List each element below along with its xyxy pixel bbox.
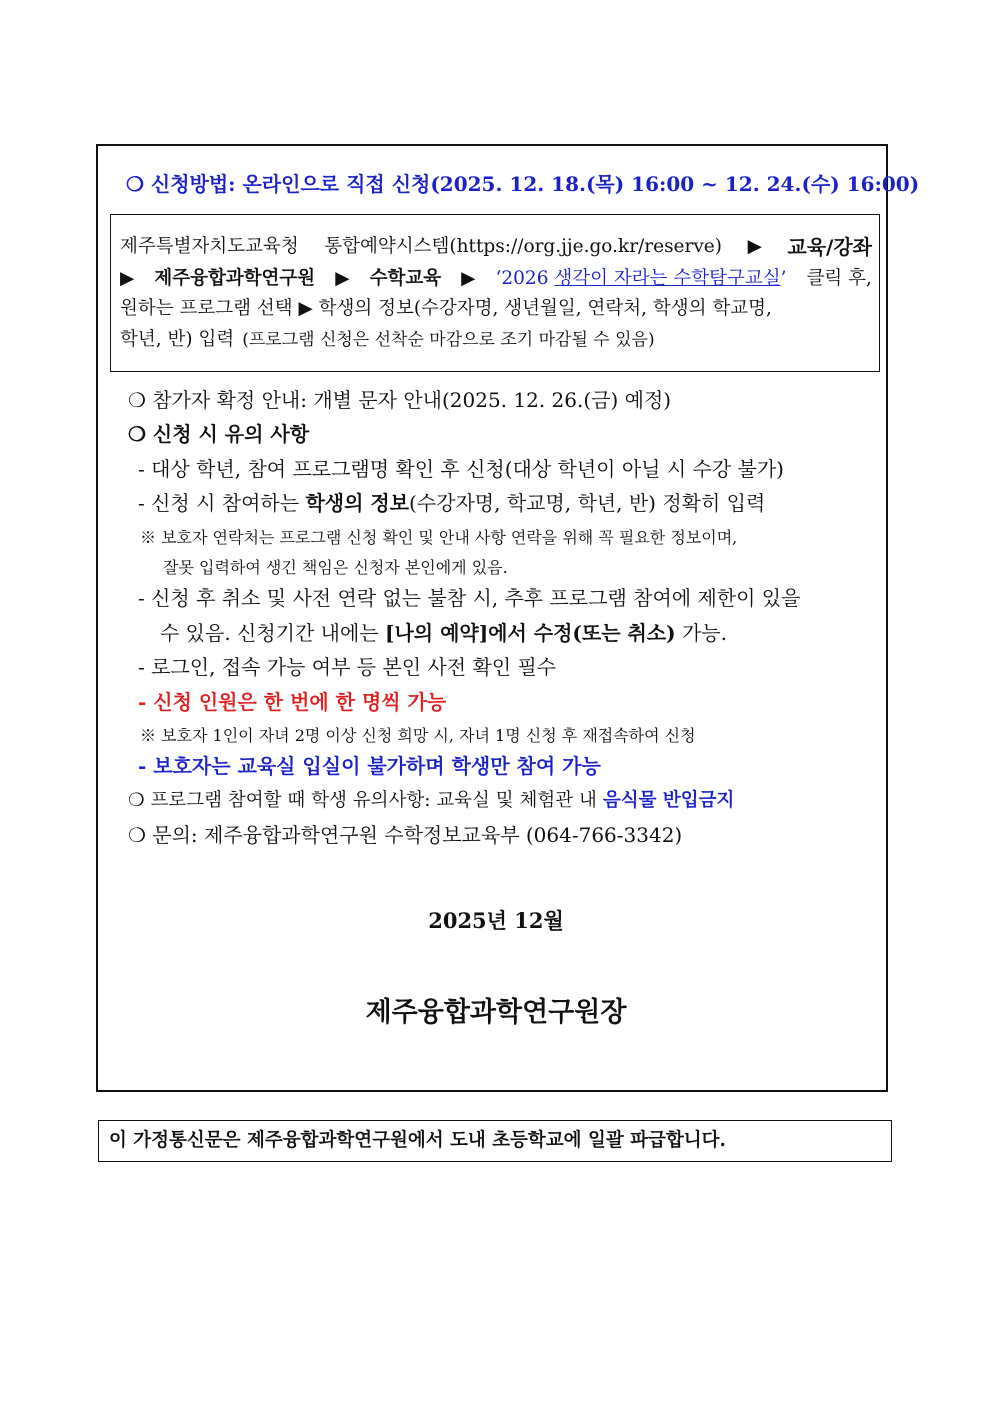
reference-note-1a: ※ 보호자 연락처는 프로그램 신청 확인 및 안내 사항 연락을 위해 꼭 필요한 정보이며, xyxy=(140,528,738,547)
method-box-program: ‘2026 생각이 자라는 수학탐구교실’ xyxy=(496,266,787,292)
method-box-institute: 제주융합과학연구원 xyxy=(154,268,316,289)
note-item-2: - 신청 시 참여하는 학생의 정보(수강자명, 학교명, 학년, 반) 정확히 입력 xyxy=(138,491,766,515)
issue-date: 2025년 12월 xyxy=(428,908,564,933)
arrow-icon: ▶ xyxy=(120,268,135,289)
method-box-category: 교육/강좌 xyxy=(787,235,872,259)
contact-line: ❍ 문의: 제주융합과학연구원 수학정보교육부 (064-766-3342) xyxy=(128,823,683,847)
note-item-1: - 대상 학년, 참여 프로그램명 확인 후 신청(대상 학년이 아닐 시 수강 불가) xyxy=(138,457,784,481)
caution-line: ❍ 프로그램 참여할 때 학생 유의사항: 교육실 및 체험관 내 음식물 반입금지 xyxy=(128,790,735,811)
method-label: 신청방법: 온라인으로 직접 신청 xyxy=(150,172,431,196)
method-box-line-2 xyxy=(120,266,872,292)
arrow-icon: ▶ xyxy=(461,268,476,289)
reference-note-2: ※ 보호자 1인이 자녀 2명 이상 신청 희망 시, 자녀 1명 신청 후 재접속하여 신청 xyxy=(140,726,696,745)
method-box-line-3 xyxy=(120,296,872,322)
method-box-system: 통합예약시스템(https://org.jje.go.kr/reserve) xyxy=(324,236,722,257)
method-heading xyxy=(126,170,919,198)
arrow-icon: ▶ xyxy=(335,268,350,289)
bullet-icon: ❍ xyxy=(128,823,146,847)
method-box-agency: 제주특별자치도교육청 xyxy=(120,236,299,257)
food-ban: 음식물 반입금지 xyxy=(602,790,735,811)
reference-note-1b: 잘못 입력하여 생긴 책임은 신청자 본인에게 있음. xyxy=(163,558,508,577)
method-box-subject: 수학교육 xyxy=(369,268,442,289)
note-item-3b: 수 있음. 신청기간 내에는 [나의 예약]에서 수정(또는 취소) 가능. xyxy=(160,621,727,645)
note-item-3a: - 신청 후 취소 및 사전 연락 없는 불참 시, 추후 프로그램 참여에 제한이 있을 xyxy=(138,586,801,610)
method-box-click: 클릭 후, xyxy=(806,268,872,289)
method-box-line-1 xyxy=(120,234,872,260)
method-box-input: 학년, 반) 입력 xyxy=(120,329,235,350)
method-period: (2025. 12. 18.(목) 16:00 ~ 12. 24.(수) 16:00) xyxy=(430,172,920,196)
method-box-note: (프로그램 신청은 선착순 마감으로 조기 마감될 수 있음) xyxy=(242,330,655,350)
method-box-line-4 xyxy=(120,327,872,353)
my-reservation: [나의 예약]에서 수정(또는 취소) xyxy=(385,621,676,645)
student-info: 학생의 정보 xyxy=(305,491,410,515)
bullet-icon: ❍ xyxy=(128,422,146,446)
confirm-line xyxy=(128,386,671,414)
notes-title: ❍ 신청 시 유의 사항 xyxy=(128,422,310,446)
signer: 제주융합과학연구원장 xyxy=(365,997,627,1028)
program-title: 생각이 자라는 수학탐구교실 xyxy=(554,268,781,289)
bullet-icon: ❍ xyxy=(128,388,146,412)
confirm-text: 참가자 확정 안내: 개별 문자 안내(2025. 12. 26.(금) 예정) xyxy=(152,388,672,412)
footer-notice: 이 가정통신문은 제주융합과학연구원에서 도내 초등학교에 일괄 파급합니다. xyxy=(98,1120,892,1162)
arrow-icon: ▶ xyxy=(747,236,762,257)
note-item-6: - 보호자는 교육실 입실이 불가하며 학생만 참여 가능 xyxy=(138,754,601,778)
note-item-4: - 로그인, 접속 가능 여부 등 본인 사전 확인 필수 xyxy=(138,655,557,679)
bullet-icon: ❍ xyxy=(126,172,144,196)
method-box-select: 원하는 프로그램 선택 ▶ 학생의 정보(수강자명, 생년월일, 연락처, 학생의 학교명, xyxy=(120,298,772,319)
bullet-icon: ❍ xyxy=(128,790,145,811)
note-item-5: - 신청 인원은 한 번에 한 명씩 가능 xyxy=(138,690,447,714)
